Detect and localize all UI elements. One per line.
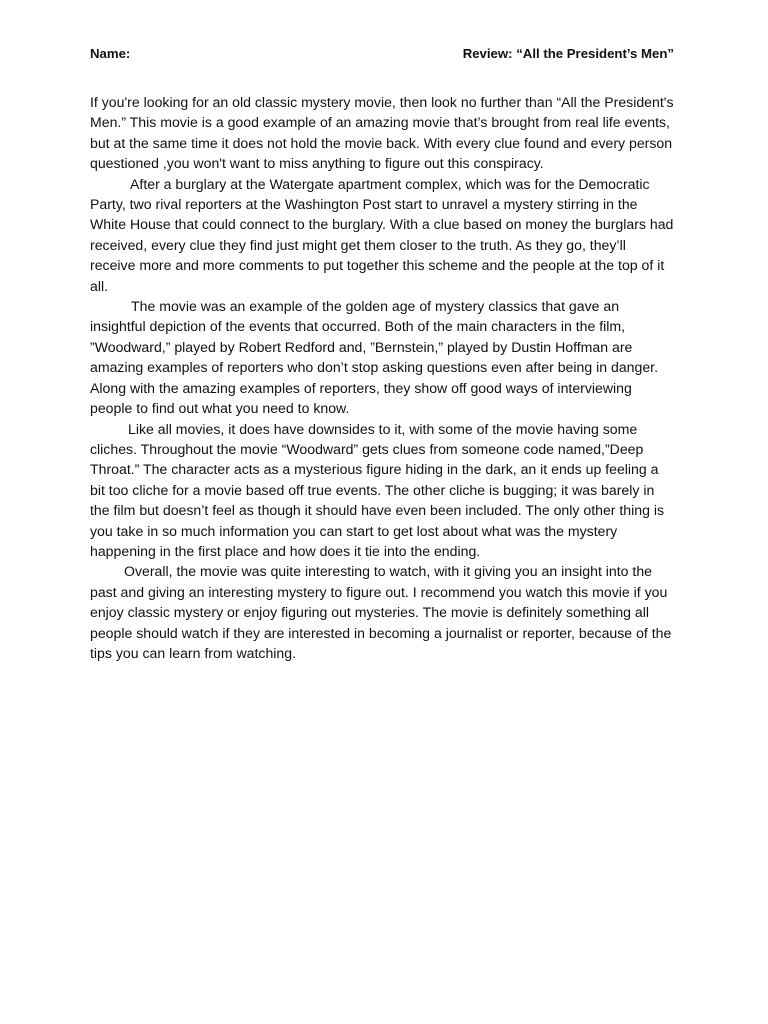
document-header: [90, 44, 674, 64]
paragraph-characters: The movie was an example of the golden age of mystery classics that gave an insightful depiction of the events that occurred. Both of the main characters in the film, ”Woodward,” played by Robert Redford and, ”Bernstein,” played by Dustin Hoffman are amazing examples of reporters who don’t stop asking questions even after being in danger. Along with the amazing examples of reporters, they show off good ways of interviewing people to find out what you need to know.: [90, 298, 659, 417]
paragraph-plot: After a burglary at the Watergate apartment complex, which was for the Democratic Party, two rival reporters at the Washington Post start to unravel a mystery stirring in the White House that could connect to the burglary. With a clue based on money the burglars had received, every clue they find just might get them closer to the truth. As they go, they’ll receive more and more comments to put together this scheme and the people at the top of it all.: [90, 175, 674, 294]
name-label: Name:: [90, 46, 131, 61]
paragraph-intro: If you're looking for an old classic mystery movie, then look no further than “All the President's Men.” This movie is a good example of an amazing movie that’s brought from real life events, but at the same time it does not hold the movie back. With every clue found and every person questioned ,you won't want to miss anything to figure out this conspiracy.: [90, 94, 674, 172]
paragraph-conclusion: Overall, the movie was quite interesting to watch, with it giving you an insight into the past and giving an interesting mystery to figure out. I recommend you watch this movie if you enjoy classic mystery or enjoy figuring out mysteries. The movie is definitely something all people should watch if they are interested in becoming a journalist or reporter, because of the tips you can learn from watching.: [90, 563, 672, 661]
paragraph-downsides: Like all movies, it does have downsides to it, with some of the movie having some cliches. Throughout the movie “Woodward” gets clues from someone code named,”Deep Throat.” The character acts as a mysterious figure hiding in the dark, an it ends up feeling a bit too cliche for a movie based off true events. The other cliche is bugging; it was barely in the film but doesn’t feel as though it should have even been included. The only other thing is you take in so much information you can start to get lost about what was the mystery happening in the first place and how does it tie into the ending.: [90, 420, 665, 559]
review-body: [90, 92, 674, 663]
review-title: Review: “All the President’s Men”: [462, 46, 674, 61]
